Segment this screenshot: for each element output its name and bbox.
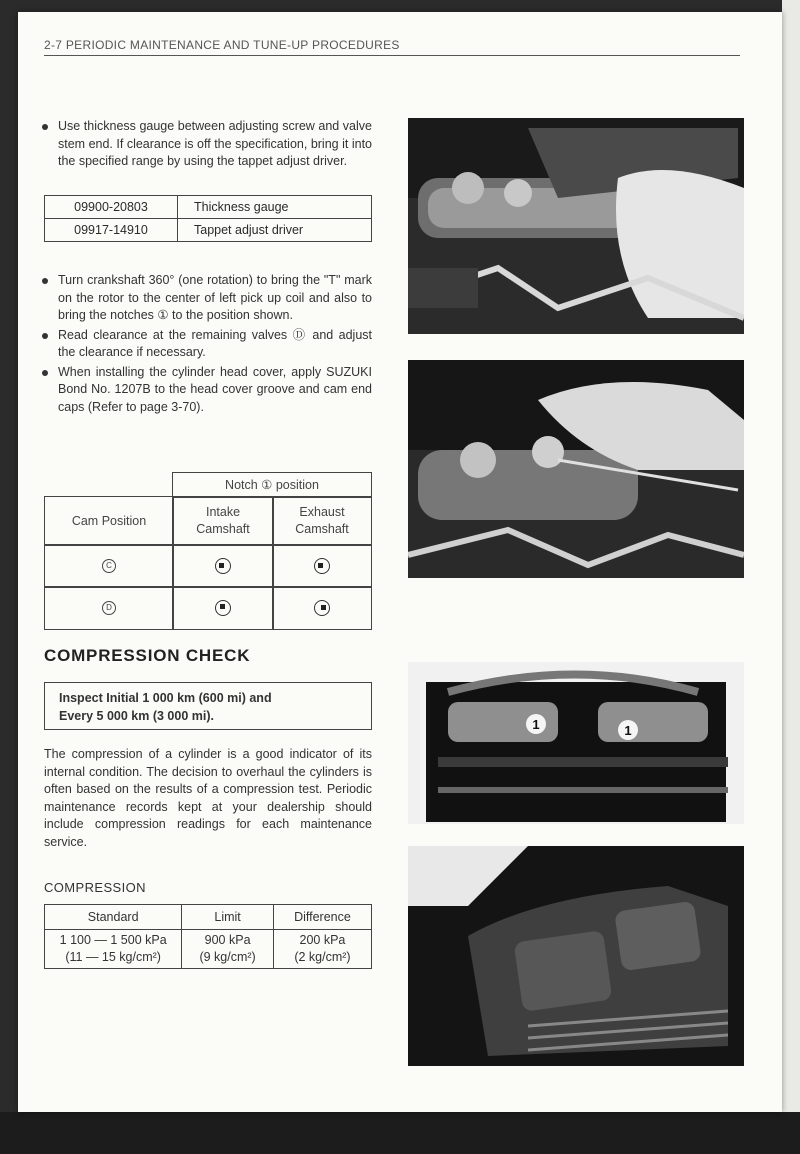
intake-label: Intake [205,505,241,519]
compression-table [44,904,372,969]
circled-c: C [102,559,116,573]
limit-kpa: 900 kPa [204,933,251,947]
section-title: COMPRESSION CHECK [44,646,251,665]
tool-code: 09917-14910 [45,219,178,242]
exhaust-camshaft-header [272,496,372,546]
standard-value [45,930,182,969]
notch-label-1: 1 [532,717,540,732]
bullet-list-mid [40,272,372,418]
table-header-row [45,905,372,930]
col-difference: Difference [273,905,371,930]
camshaft-label: Camshaft [295,522,349,536]
bullet-read-clearance: Read clearance at the remaining valves Ⓓ and adjust the clearance if necessary. [40,327,372,362]
tool-code: 09900-20803 [45,196,178,219]
notch-left-symbol [215,558,231,574]
circled-d: D [102,601,116,615]
notch-right-symbol [314,600,330,616]
photo-feeler-gauge [408,360,744,578]
table-row [45,219,372,242]
exhaust-c-notch [272,544,372,588]
limit-value [182,930,274,969]
tool-name: Thickness gauge [178,196,372,219]
compression-heading: COMPRESSION [44,880,146,895]
intake-camshaft-header [172,496,274,546]
difference-kgcm: (2 kg/cm²) [294,950,351,964]
intake-d-notch [172,586,274,630]
notch-header: Notch ① position [172,472,372,498]
notch-left-symbol [314,558,330,574]
intake-c-notch [172,544,274,588]
exhaust-d-notch [272,586,372,630]
camshaft-label: Camshaft [196,522,250,536]
photo-head-cover [408,846,744,1066]
photo-cam-notches [408,662,744,824]
scan-edge [782,0,800,1112]
page-header: 2-7 PERIODIC MAINTENANCE AND TUNE-UP PROCEDURES [44,38,740,56]
standard-kpa: 1 100 — 1 500 kPa [59,933,167,947]
inspect-line: Every 5 000 km (3 000 mi). [59,709,214,723]
bullet-turn-crankshaft: Turn crankshaft 360° (one rotation) to bring the "T" mark on the rotor to the center of left pick up coil and also to bring the notches ① to the position shown. [40,272,372,325]
notch-top-symbol [215,600,231,616]
special-tools-table [44,195,372,242]
inspection-interval-box [44,682,372,730]
notch-position-table [44,462,372,620]
notch-label-2: 1 [624,723,632,738]
difference-kpa: 200 kPa [299,933,346,947]
limit-kgcm: (9 kg/cm²) [199,950,256,964]
table-row [45,930,372,969]
photo-tappet-adjust [408,118,744,334]
table-row [45,196,372,219]
exhaust-label: Exhaust [299,505,345,519]
col-limit: Limit [182,905,274,930]
bullet-list-top [40,118,372,173]
bullet-thickness-gauge: Use thickness gauge between adjusting screw and valve stem end. If clearance is off the specification, bring it into the specified range by using the tappet adjust driver. [40,118,372,171]
standard-kgcm: (11 — 15 kg/cm²) [65,950,161,964]
scanner-bottom-bar [0,1112,800,1154]
row-c-label [44,544,174,588]
bullet-install-cover: When installing the cylinder head cover, apply SUZUKI Bond No. 1207B to the head cover groove and cam end caps (Refer to page 3-70). [40,364,372,417]
row-d-label [44,586,174,630]
inspect-line: Inspect Initial 1 000 km (600 mi) and [59,691,272,705]
cam-position-header: Cam Position [44,496,174,546]
difference-value [273,930,371,969]
compression-paragraph: The compression of a cylinder is a good indicator of its internal condition. The decision to overhaul the cylinders is often based on the results of a compression test. Periodic maintenance records kept at your dealership should include compression readings for each maintenance service. [44,747,372,849]
tool-name: Tappet adjust driver [178,219,372,242]
col-standard: Standard [45,905,182,930]
